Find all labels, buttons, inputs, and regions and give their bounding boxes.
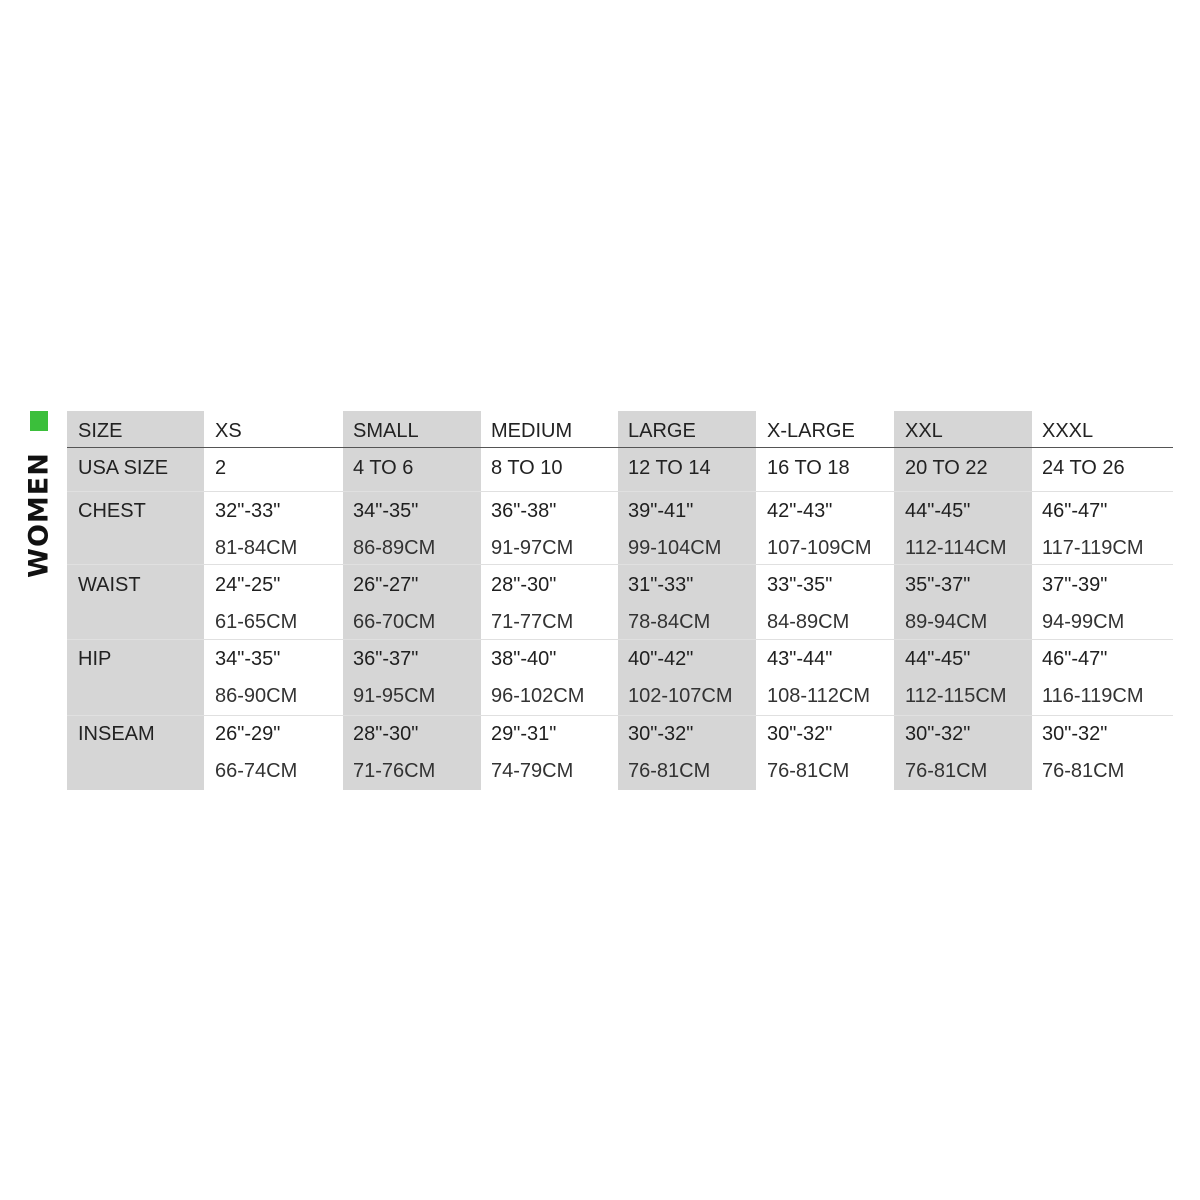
cm-cell: 76-81CM (905, 760, 988, 782)
cm-cell: 117-119CM (1042, 537, 1144, 559)
inches-cell: 26"-27" (353, 574, 419, 596)
header-size-cell: MEDIUM (491, 420, 573, 442)
inches-cell: 32"-33" (215, 500, 281, 522)
usa-size-cell: 20 TO 22 (905, 457, 988, 479)
cm-cell: 76-81CM (628, 760, 711, 782)
cm-cell: 61-65CM (215, 611, 298, 633)
inches-cell: 36"-37" (353, 648, 419, 670)
cm-cell: 108-112CM (767, 685, 871, 707)
inches-cell: 42"-43" (767, 500, 833, 522)
inches-cell: 34"-35" (353, 500, 419, 522)
row-divider (67, 447, 1173, 448)
inches-cell: 44"-45" (905, 500, 971, 522)
row-label-hip: HIP (78, 648, 112, 670)
header-size-cell: LARGE (628, 420, 696, 442)
row-divider (67, 639, 1173, 640)
cm-cell: 84-89CM (767, 611, 850, 633)
cm-cell: 99-104CM (628, 537, 722, 559)
cm-cell: 89-94CM (905, 611, 988, 633)
cm-cell: 78-84CM (628, 611, 711, 633)
inches-cell: 30"-32" (628, 723, 694, 745)
cm-cell: 76-81CM (1042, 760, 1125, 782)
cm-cell: 112-115CM (905, 685, 1007, 707)
header-size-cell: XS (215, 420, 242, 442)
section-label-women: WOMEN (23, 452, 55, 578)
inches-cell: 33"-35" (767, 574, 833, 596)
inches-cell: 39"-41" (628, 500, 694, 522)
women-marker-square (30, 411, 48, 431)
inches-cell: 30"-32" (1042, 723, 1108, 745)
inches-cell: 31"-33" (628, 574, 694, 596)
row-label-waist: WAIST (78, 574, 141, 596)
cm-cell: 102-107CM (628, 685, 733, 707)
cm-cell: 66-70CM (353, 611, 436, 633)
inches-cell: 35"-37" (905, 574, 971, 596)
usa-size-cell: 8 TO 10 (491, 457, 563, 479)
cm-cell: 81-84CM (215, 537, 298, 559)
row-label-chest: CHEST (78, 500, 146, 522)
inches-cell: 46"-47" (1042, 648, 1108, 670)
inches-cell: 26"-29" (215, 723, 281, 745)
inches-cell: 29"-31" (491, 723, 557, 745)
usa-size-cell: 16 TO 18 (767, 457, 850, 479)
cm-cell: 91-95CM (353, 685, 436, 707)
inches-cell: 43"-44" (767, 648, 833, 670)
inches-cell: 40"-42" (628, 648, 694, 670)
size-chart-table (67, 411, 1173, 790)
cm-cell: 71-77CM (491, 611, 574, 633)
cm-cell: 116-119CM (1042, 685, 1144, 707)
row-divider (67, 491, 1173, 492)
inches-cell: 36"-38" (491, 500, 557, 522)
inches-cell: 28"-30" (491, 574, 557, 596)
cm-cell: 112-114CM (905, 537, 1007, 559)
inches-cell: 28"-30" (353, 723, 419, 745)
inches-cell: 46"-47" (1042, 500, 1108, 522)
cm-cell: 74-79CM (491, 760, 574, 782)
usa-size-cell: 12 TO 14 (628, 457, 711, 479)
header-size-cell: XXL (905, 420, 943, 442)
cm-cell: 86-90CM (215, 685, 298, 707)
inches-cell: 30"-32" (767, 723, 833, 745)
cm-cell: 71-76CM (353, 760, 436, 782)
inches-cell: 24"-25" (215, 574, 281, 596)
row-divider (67, 715, 1173, 716)
inches-cell: 34"-35" (215, 648, 281, 670)
header-label-size: SIZE (78, 420, 123, 442)
header-size-cell: XXXL (1042, 420, 1094, 442)
cm-cell: 96-102CM (491, 685, 585, 707)
inches-cell: 44"-45" (905, 648, 971, 670)
cm-cell: 94-99CM (1042, 611, 1125, 633)
cm-cell: 76-81CM (767, 760, 850, 782)
cm-cell: 86-89CM (353, 537, 436, 559)
usa-size-cell: 2 (215, 457, 227, 479)
cm-cell: 107-109CM (767, 537, 872, 559)
row-divider (67, 564, 1173, 565)
row-label-usa-size: USA SIZE (78, 457, 169, 479)
inches-cell: 30"-32" (905, 723, 971, 745)
cm-cell: 66-74CM (215, 760, 298, 782)
header-size-cell: SMALL (353, 420, 419, 442)
usa-size-cell: 4 TO 6 (353, 457, 414, 479)
usa-size-cell: 24 TO 26 (1042, 457, 1125, 479)
row-label-inseam: INSEAM (78, 723, 155, 745)
inches-cell: 37"-39" (1042, 574, 1108, 596)
cm-cell: 91-97CM (491, 537, 574, 559)
header-size-cell: X-LARGE (767, 420, 855, 442)
inches-cell: 38"-40" (491, 648, 557, 670)
